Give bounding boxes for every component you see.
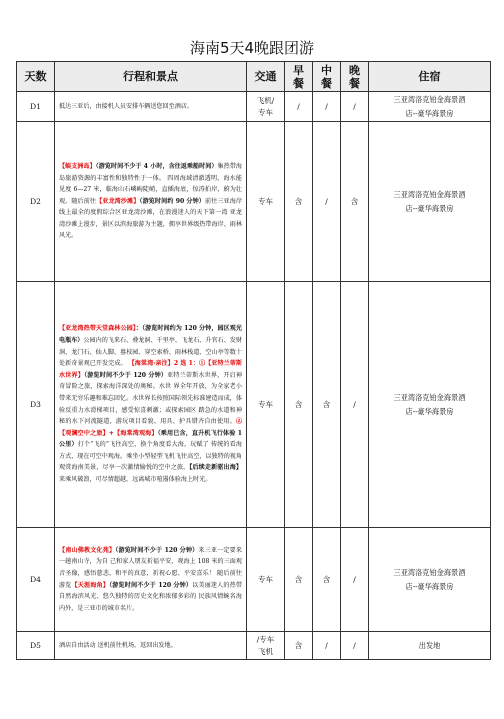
itinerary-cell: 抵达三亚后，由接机人员安排车辆送您回至酒店。 — [55, 92, 247, 122]
lunch-cell: / — [313, 122, 341, 282]
spot-desc: 以美丽迷人的热带自然海滨风光、悠久独特的历史文化和浓郁多彩的 民族风情蜿名海内外，是三亚市的城市名片。 — [59, 581, 243, 612]
hotel-cell: 三亚湾洛克铂金海景酒 店--豪华海景房 — [369, 282, 491, 528]
spot-tag: 【海棠湾·亲注】2 选 1： — [128, 360, 200, 368]
spot-tag: 【天涯海角】 — [71, 581, 110, 589]
hotel-cell: 三亚湾洛克铂金海景酒 店--豪华海景房 — [369, 92, 491, 122]
spot-desc: 亚特兰蒂斯水世界，开启神奇冒险之旅，探索海洋深处的奥秘。水世 界全年开放，为全家老小带来无穷乐趣和难忘回忆。水世界长按照国际领先标准建造而成，体验反重力水滑梯项目，感受惊喜刺激；或探索园区 踏急的水道和神秘的水下河流隧道，游玩项目看貌、用具、护具错齐自由使用。 — [59, 371, 243, 426]
hotel-cell: 出发地 — [369, 632, 491, 660]
dinner-cell: / — [341, 528, 369, 632]
day-cell: D4 — [17, 528, 55, 632]
breakfast-cell: 含 — [285, 528, 313, 632]
spot-desc: 来三亚一定要来一趟南山寺，为自 己和家人朋友祈福平安，观海上 108 米的三面观音圣像，感悟慈悲、和平的真意，祈祝心愿、平安喜乐！ 随后前往游览 — [59, 546, 243, 589]
table-row — [17, 528, 491, 632]
spot-desc: 公园内的飞来石、叠龙洞、千里亭、飞龙石、升官石、发财洞、龙门石、仙人脚、墓枝园、穿空索桥、雨林栈道、空山亭等数十处新奇景观已开发完成。 — [59, 336, 243, 368]
spot-tag: ①【亚特兰蒂斯水世界】 — [59, 360, 242, 379]
spot-tag: 【蜈支洲岛】 — [59, 162, 96, 170]
spot-desc: 前往三亚海岸线上最全的度假综合区亚龙湾沙滩，在浪漫迷人的天下第一湾 亚龙湾沙滩上漫步，景区以滨海旅游为主题，拥享世界级热带海岸、雨林风光。 — [59, 197, 243, 240]
itinerary-cell: 酒店自由活动 送机前往机场，返回出发地。 — [55, 632, 247, 660]
header-itinerary: 行程和景点 — [55, 62, 247, 92]
breakfast-cell: / — [285, 92, 313, 122]
itinerary-cell — [55, 282, 247, 528]
day-cell: D1 — [17, 92, 55, 122]
itinerary-cell — [55, 528, 247, 632]
day-cell: D5 — [17, 632, 55, 660]
dinner-cell: / — [341, 632, 369, 660]
spot-time: （乘用已含，直升机飞行体验 1 公里） — [59, 429, 243, 449]
day-cell: D3 — [17, 282, 55, 528]
header-lunch: 中 餐 — [313, 62, 341, 92]
table-row — [17, 282, 491, 528]
dinner-cell: 含 — [341, 122, 369, 282]
transport-cell: /专车 飞机 — [247, 632, 285, 660]
spot-tag: 【亚龙湾沙滩】 — [96, 197, 140, 205]
breakfast-cell: 含 — [285, 122, 313, 282]
header-day: 天数 — [17, 62, 55, 92]
spot-desc: 集热带海岛旅游资源的丰富性和独特性于一体。 四周海域清澈透明，海水能见度 6—27 米，临海山石嶙峋陡峭，直插海底，惊涛拍岸，蔚为壮观。随后前往 — [59, 162, 243, 205]
spot-desc: 打个“飞的”飞往高空，换个角度看大海，玩赋了 传统的看海方式，现在可空中观海。乘坐小型轻型飞机飞往高空，以独特的视角观赏海南美景，尽享一次激情愉悦的空中之旅。 — [59, 441, 242, 472]
dinner-cell: / — [341, 282, 369, 528]
spot-desc: 来乘风破浪，可尽情超越，远离城市喧嚣体验海上时光。 — [59, 476, 212, 484]
lunch-cell: / — [313, 92, 341, 122]
hotel-cell: 三亚湾洛克铂金海景酒 店--豪华海景房 — [369, 528, 491, 632]
spot-tag: ②【观澜空中之旅】+【海棠湾观海】 — [59, 418, 242, 437]
day-cell: D2 — [17, 122, 55, 282]
breakfast-cell: 含 — [285, 632, 313, 660]
spot-time: （游览时间不少于 120 分钟） — [115, 546, 199, 554]
header-transport: 交通 — [247, 62, 285, 92]
itinerary-table — [16, 61, 491, 660]
lunch-cell: 含 — [313, 528, 341, 632]
spot-tag: 【后续走新驱出海】 — [189, 464, 242, 472]
lunch-cell: 含 — [313, 282, 341, 528]
header-row — [17, 62, 491, 92]
spot-tag: 【亚龙湾热带天堂森林公园】 — [59, 325, 136, 333]
table-row — [17, 122, 491, 282]
spot-time: （游览时间约 90 分钟） — [139, 197, 205, 205]
hotel-cell: 三亚湾洛克铂金海景酒 店--豪华海景房 — [369, 122, 491, 282]
transport-cell: 专车 — [247, 122, 285, 282]
table-row — [17, 632, 491, 660]
header-hotel: 住宿 — [369, 62, 491, 92]
spot-time: （游览时间不少于 4 小时，含往返乘船时间） — [95, 162, 218, 170]
itinerary-cell — [55, 122, 247, 282]
spot-time: （游览时间不少于 120 分钟） — [84, 371, 168, 379]
lunch-cell: / — [313, 632, 341, 660]
header-breakfast: 早 餐 — [285, 62, 313, 92]
page-title: 海南5天4晚跟团游 — [189, 39, 315, 57]
spot-time: （游览时间不少于 120 分钟） — [109, 581, 193, 589]
transport-cell: 专车 — [247, 528, 285, 632]
header-dinner: 晚 餐 — [341, 62, 369, 92]
breakfast-cell: 含 — [285, 282, 313, 528]
transport-cell: 专车 — [247, 282, 285, 528]
table-row — [17, 92, 491, 122]
spot-time: ：（游览时间约为 120 分钟，园区观光电瓶车） — [59, 325, 242, 344]
spot-tag: 【南山佛教文化苑】 — [59, 546, 116, 554]
transport-cell: 飞机/ 专车 — [247, 92, 285, 122]
dinner-cell: / — [341, 92, 369, 122]
